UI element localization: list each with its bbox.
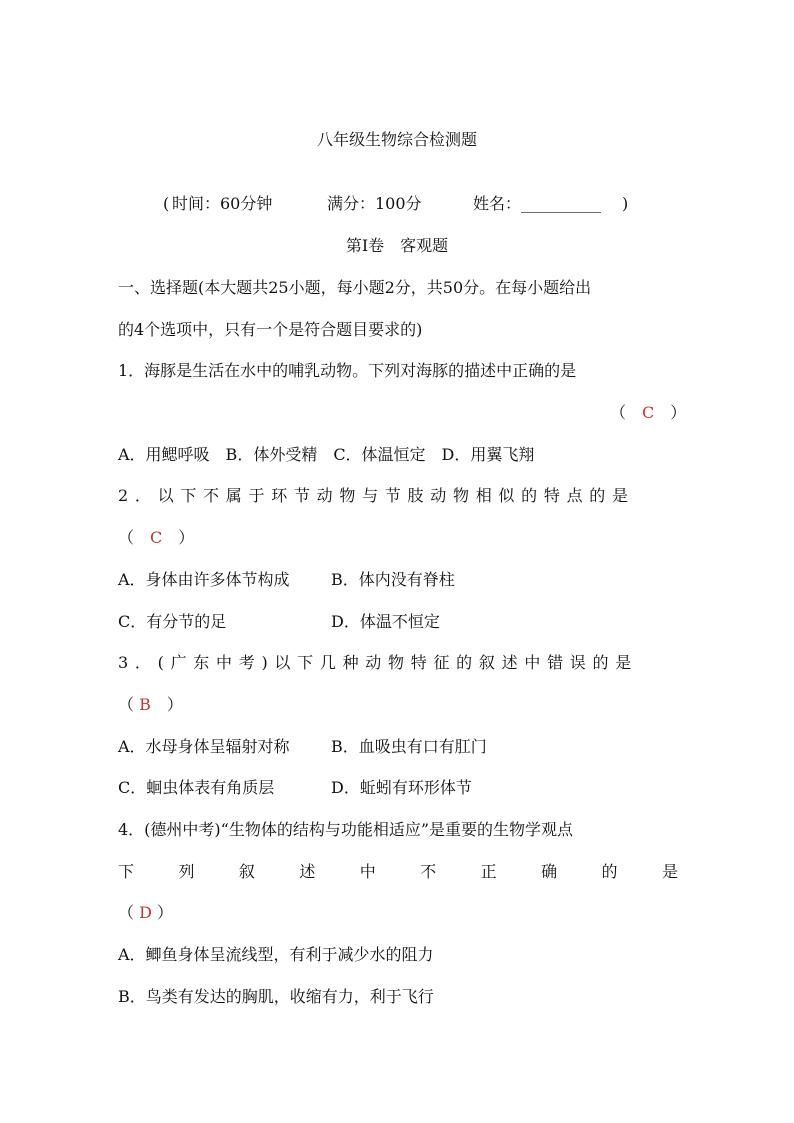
question-2-option-a: A．身体由许多体节构成 <box>118 570 290 589</box>
question-3-option-b: B．血吸虫有口有肛门 <box>331 737 487 756</box>
question-4-answer: D <box>139 903 152 922</box>
question-4-option-a: A．鲫鱼身体呈流线型，有利于减少水的阻力 <box>118 945 434 964</box>
question-3-option-d: D．蚯蚓有环形体节 <box>331 778 472 797</box>
meta-close-paren: ) <box>622 194 629 213</box>
stem-char: 下 <box>118 862 135 881</box>
student-name-field: 姓名：__________ <box>473 194 602 213</box>
section-instructions-line1: 一、选择题(本大题共25小题，每小题2分，共50分。在每小题给出 <box>118 278 592 297</box>
exam-full-score: 满分：100分 <box>327 194 422 213</box>
question-2-option-b: B．体内没有脊柱 <box>331 570 455 589</box>
question-1-answer: C <box>642 403 655 422</box>
stem-char: 确 <box>541 862 558 881</box>
exam-time: 时间：60分钟 <box>172 194 273 213</box>
question-4-stem-continued <box>118 861 678 883</box>
stem-char: 中 <box>359 862 376 881</box>
question-3-stem: 3．(广东中考)以下几种动物特征的叙述中错误的是 <box>118 653 638 672</box>
question-4-option-b: B．鸟类有发达的胸肌，收缩有力，利于飞行 <box>118 987 434 1006</box>
question-3-answer: B <box>139 695 151 714</box>
question-2-stem: 2．以下不属于环节动物与节肢动物相似的特点的是 <box>118 486 635 505</box>
page-title: 八年级生物综合检测题 <box>316 130 477 149</box>
stem-char: 叙 <box>238 862 255 881</box>
volume-heading: 第Ⅰ卷 客观题 <box>345 236 449 255</box>
stem-char: 不 <box>420 862 437 881</box>
meta-open-paren: ( <box>163 194 170 213</box>
question-4-answer-bracket: （ D ） <box>118 903 174 922</box>
question-3-option-c: C．蛔虫体表有角质层 <box>118 778 275 797</box>
section-instructions-line2: 的4个选项中，只有一个是符合题目要求的) <box>118 320 423 339</box>
question-2-option-d: D．体温不恒定 <box>331 612 440 631</box>
stem-char: 述 <box>299 862 316 881</box>
question-1-options: A．用鳃呼吸 B．体外受精 C．体温恒定 D．用翼飞翔 <box>118 445 535 464</box>
question-1-stem: 1．海豚是生活在水中的哺乳动物。下列对海豚的描述中正确的是 <box>118 361 577 380</box>
stem-char: 的 <box>601 862 618 881</box>
question-4-stem: 4．(德州中考)“生物体的结构与功能相适应”是重要的生物学观点 <box>118 820 574 839</box>
question-1-answer-bracket: （ C ） <box>610 403 687 422</box>
question-2-answer: C <box>150 528 163 547</box>
question-2-option-c: C．有分节的足 <box>118 612 227 631</box>
stem-char: 列 <box>178 862 195 881</box>
stem-char: 正 <box>480 862 497 881</box>
question-3-answer-bracket: （ B ） <box>118 695 183 714</box>
stem-char: 是 <box>661 862 678 881</box>
question-3-option-a: A．水母身体呈辐射对称 <box>118 737 290 756</box>
question-2-answer-bracket: （ C ） <box>118 528 195 547</box>
